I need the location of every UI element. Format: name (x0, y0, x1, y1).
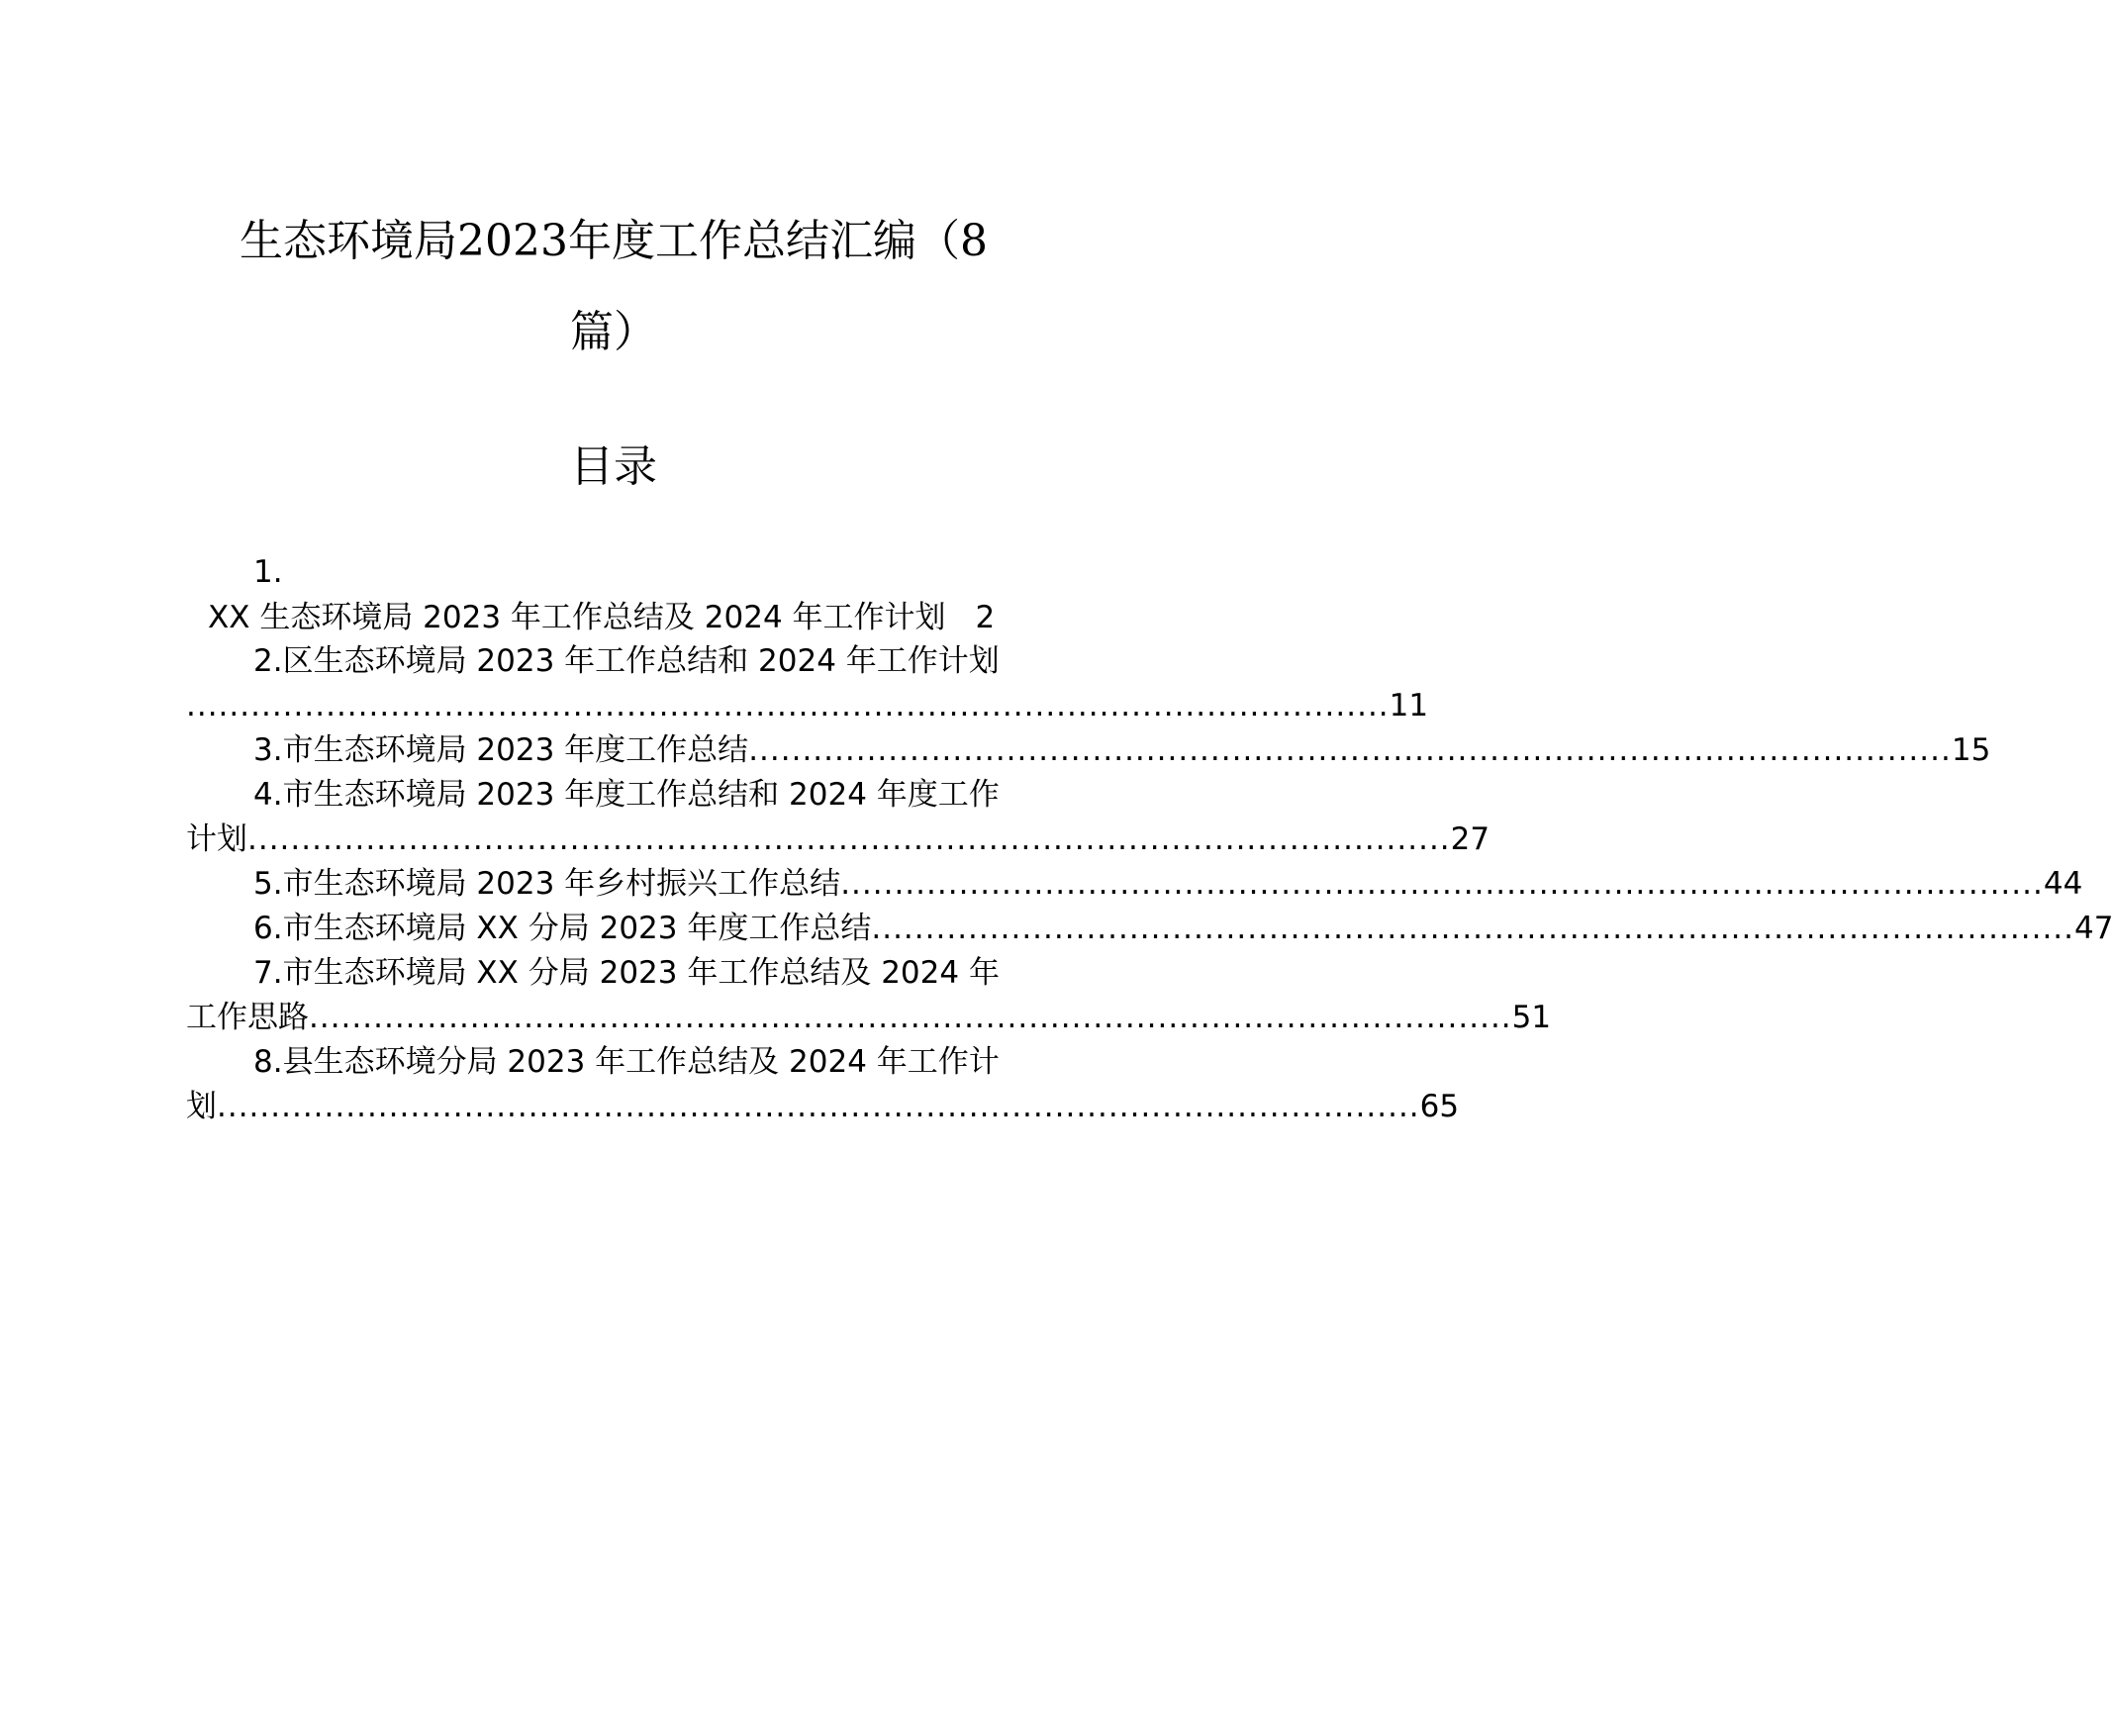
toc-item-2-text[interactable]: 区生态环境局 2023 年工作总结和 2024 年工作计划 (282, 643, 1000, 679)
toc-item-7-row-2[interactable] (186, 996, 1552, 1039)
toc-item-5-text[interactable]: 市生态环境局 2023 年乡村振兴工作总结 (282, 866, 841, 902)
toc-item-2-number[interactable]: 2. (253, 643, 283, 679)
toc-item-8-row-2[interactable] (186, 1085, 1460, 1128)
toc-item-5-number[interactable]: 5. (253, 866, 283, 902)
toc-item-4-number[interactable]: 4. (253, 777, 283, 813)
title-part-2: 年度工作总结汇编（ (567, 216, 960, 266)
toc-item-8-page[interactable]: 65 (1419, 1089, 1460, 1124)
toc-item-1-text[interactable]: XX 生态环境局 2023 年工作总结及 2024 年工作计划 (208, 600, 946, 635)
toc-item-7-page[interactable]: 51 (1511, 1000, 1552, 1035)
toc-item-7-row-1[interactable] (253, 951, 1041, 995)
toc-item-3-page[interactable]: 15 (1951, 732, 1991, 768)
toc-item-2-row-2[interactable] (186, 684, 1429, 727)
toc-item-8-leader: ................................................................................................................ (217, 1089, 1420, 1124)
toc-item-6-page[interactable]: 47 (2074, 911, 2113, 946)
toc-item-8-row-1[interactable] (253, 1040, 1041, 1084)
toc-item-3-leader: ................................................................................................................ (748, 732, 1952, 768)
toc-item-4-row-2[interactable] (186, 818, 1490, 861)
toc-item-1-page[interactable]: 2 (975, 600, 996, 635)
toc-item-7-text-cont[interactable]: 工作思路 (186, 1000, 309, 1035)
toc-item-2-row-1[interactable] (253, 639, 1041, 683)
toc-item-1-number[interactable]: 1. (253, 554, 283, 590)
toc-item-5-leader: ................................................................................................................ (840, 866, 2044, 902)
toc-item-4-text-cont[interactable]: 计划 (186, 821, 247, 857)
toc-item-6-text[interactable]: 市生态环境局 XX 分局 2023 年度工作总结 (282, 911, 872, 946)
toc-item-5-page[interactable]: 44 (2043, 866, 2083, 902)
document-title-line-1 (0, 212, 1227, 271)
document-title-line-2: 篇） (570, 307, 657, 357)
toc-item-3-number[interactable]: 3. (253, 732, 283, 768)
toc-item-1-row[interactable] (208, 596, 1041, 639)
title-part-1: 生态环境局 (240, 216, 457, 266)
toc-item-3-text[interactable]: 市生态环境局 2023 年度工作总结 (282, 732, 749, 768)
title-year: 2023 (457, 216, 568, 266)
toc-item-3-row[interactable] (253, 728, 1991, 772)
toc-item-1-number-row (253, 550, 1041, 594)
toc-item-2-leader: ................................................................................................................ (186, 688, 1390, 723)
toc-item-5-row[interactable] (253, 862, 2083, 906)
toc-item-7-number[interactable]: 7. (253, 955, 283, 991)
toc-item-2-page[interactable]: 11 (1389, 688, 1429, 723)
toc-item-6-leader: ................................................................................................................ (871, 911, 2075, 946)
toc-item-6-row[interactable] (253, 907, 2113, 950)
toc-heading: 目录 (570, 441, 657, 492)
toc-item-4-row-1[interactable] (253, 773, 1041, 817)
toc-item-6-number[interactable]: 6. (253, 911, 283, 946)
toc-item-8-number[interactable]: 8. (253, 1044, 283, 1080)
toc-item-4-page[interactable]: 27 (1450, 821, 1490, 857)
toc-item-7-text[interactable]: 市生态环境局 XX 分局 2023 年工作总结及 2024 年 (282, 955, 1000, 991)
title-count: 8 (959, 216, 988, 266)
toc-item-7-leader: ................................................................................................................ (309, 1000, 1512, 1035)
toc-item-4-text[interactable]: 市生态环境局 2023 年度工作总结和 2024 年度工作 (282, 777, 1000, 813)
toc-item-4-leader: ................................................................................................................ (247, 821, 1451, 857)
toc-item-8-text-cont[interactable]: 划 (186, 1089, 217, 1124)
toc-item-8-text[interactable]: 县生态环境分局 2023 年工作总结及 2024 年工作计 (282, 1044, 1000, 1080)
